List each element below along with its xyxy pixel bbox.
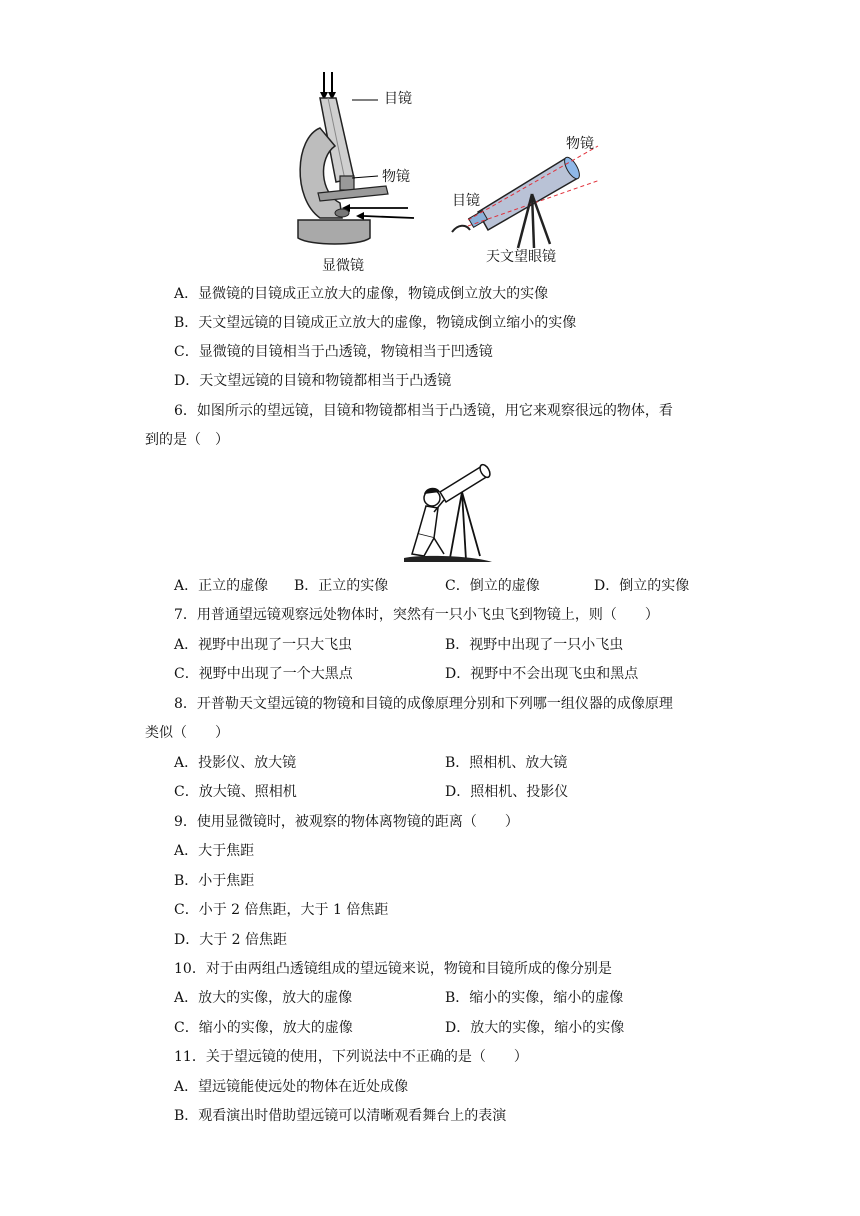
telescope-caption: 天文望眼镜 xyxy=(486,249,556,265)
q10-option-c: C．缩小的实像，放大的虚像 xyxy=(174,1020,353,1036)
q8-option-d: D．照相机、投影仪 xyxy=(445,784,569,800)
q9-stem: 9．使用显微镜时，被观察的物体离物镜的距离（ ） xyxy=(174,814,519,830)
q9-option-c: C．小于 2 倍焦距，大于 1 倍焦距 xyxy=(174,902,389,918)
q8-option-a: A．投影仪、放大镜 xyxy=(174,755,297,771)
q5-option-c: C．显微镜的目镜相当于凸透镜，物镜相当于凹透镜 xyxy=(174,344,493,360)
q5-option-d: D．天文望远镜的目镜和物镜都相当于凸透镜 xyxy=(174,373,452,389)
q5-option-a: A．显微镜的目镜成正立放大的虚像，物镜成倒立放大的实像 xyxy=(174,286,549,302)
q5-option-b: B．天文望远镜的目镜成正立放大的虚像，物镜成倒立缩小的实像 xyxy=(174,315,577,331)
q7-option-c: C．视野中出现了一个大黑点 xyxy=(174,666,353,682)
q9-option-d: D．大于 2 倍焦距 xyxy=(174,932,288,948)
q7-option-b: B．视野中出现了一只小飞虫 xyxy=(445,637,624,653)
q11-option-a: A．望远镜能使远处的物体在近处成像 xyxy=(174,1079,409,1095)
q9-option-b: B．小于焦距 xyxy=(174,873,255,889)
person-telescope-drawing xyxy=(404,458,494,564)
q6-stem-line2: 到的是（ ） xyxy=(145,432,229,448)
q11-stem: 11．关于望远镜的使用，下列说法中不正确的是（ ） xyxy=(174,1049,528,1065)
q8-option-c: C．放大镜、照相机 xyxy=(174,784,297,800)
telescope-objective-label: 物镜 xyxy=(566,136,594,152)
q6-option-b: B．正立的实像 xyxy=(294,578,389,594)
q8-option-b: B．照相机、放大镜 xyxy=(445,755,568,771)
q10-stem: 10．对于由两组凸透镜组成的望远镜来说，物镜和目镜所成的像分别是 xyxy=(174,961,612,977)
q7-option-a: A．视野中出现了一只大飞虫 xyxy=(174,637,353,653)
q7-option-d: D．视野中不会出现飞虫和黑点 xyxy=(445,666,639,682)
microscope-objective-label: 物镜 xyxy=(382,169,410,185)
q9-option-a: A．大于焦距 xyxy=(174,843,255,859)
q6-stem-line1: 6．如图所示的望远镜，目镜和物镜都相当于凸透镜，用它来观察很远的物体，看 xyxy=(174,403,673,419)
telescope-eyepiece-label: 目镜 xyxy=(452,193,480,209)
q10-option-b: B．缩小的实像，缩小的虚像 xyxy=(445,990,624,1006)
q6-option-c: C．倒立的虚像 xyxy=(445,578,540,594)
q11-option-b: B．观看演出时借助望远镜可以清晰观看舞台上的表演 xyxy=(174,1108,507,1124)
q6-option-a: A．正立的虚像 xyxy=(174,578,269,594)
q6-option-d: D．倒立的实像 xyxy=(594,578,690,594)
q7-stem: 7．用普通望远镜观察远处物体时，突然有一只小飞虫飞到物镜上，则（ ） xyxy=(174,607,659,623)
q10-option-d: D．放大的实像，缩小的实像 xyxy=(445,1020,625,1036)
q10-option-a: A．放大的实像，放大的虚像 xyxy=(174,990,353,1006)
microscope-eyepiece-label: 目镜 xyxy=(384,91,412,107)
q8-stem-line2: 类似（ ） xyxy=(145,725,229,741)
q8-stem-line1: 8．开普勒天文望远镜的物镜和目镜的成像原理分别和下列哪一组仪器的成像原理 xyxy=(174,696,673,712)
microscope-caption: 显微镜 xyxy=(322,258,364,274)
